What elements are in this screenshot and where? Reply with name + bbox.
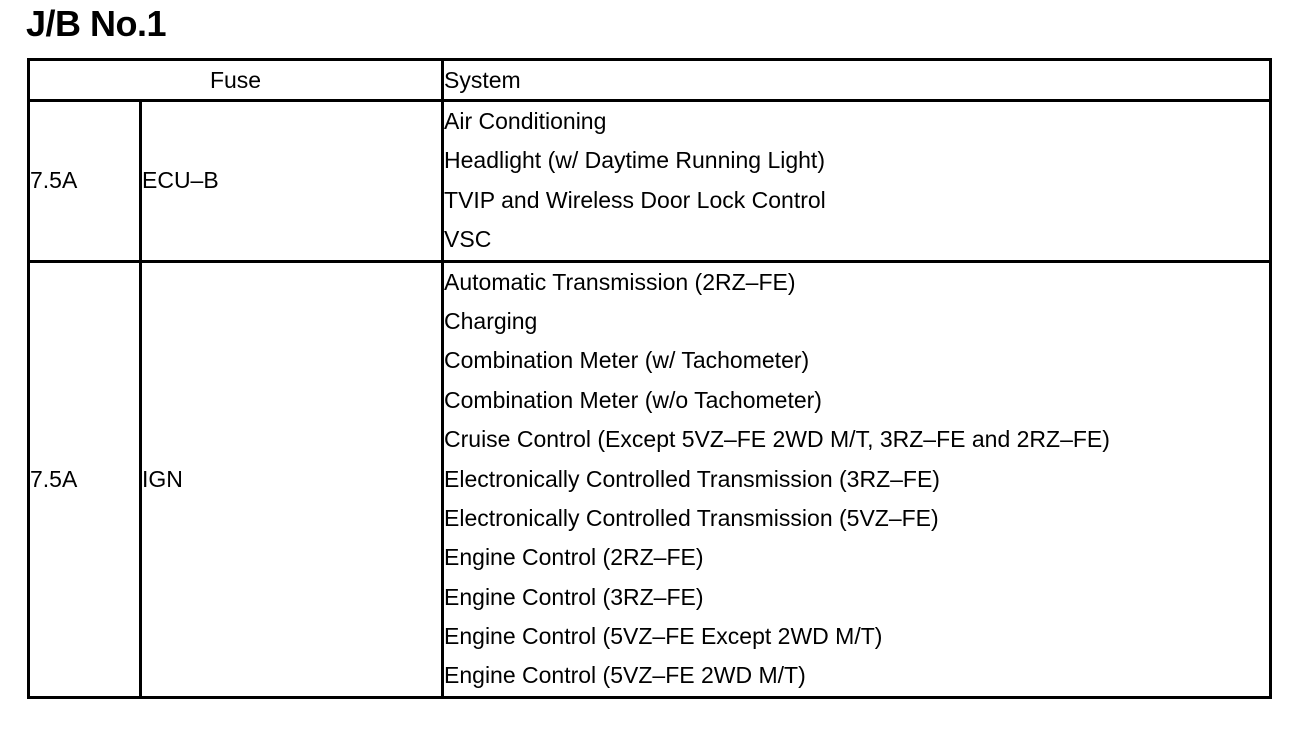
system-item: Electronically Controlled Transmission (5VZ–FE)	[444, 504, 939, 531]
fuse-name: ECU–B	[141, 101, 443, 262]
system-item: Electronically Controlled Transmission (3RZ–FE)	[444, 465, 940, 492]
system-item: Headlight (w/ Daytime Running Light)	[444, 147, 825, 174]
system-item: Cruise Control (Except 5VZ–FE 2WD M/T, 3RZ–FE and 2RZ–FE)	[444, 426, 1110, 453]
system-list	[443, 261, 1271, 697]
fuse-table	[27, 58, 1272, 699]
system-item: Engine Control (5VZ–FE 2WD M/T)	[444, 662, 806, 689]
table-row	[29, 101, 1271, 262]
page-title: J/B No.1	[26, 3, 167, 44]
fuse-amperage: 7.5A	[29, 261, 141, 697]
system-item: Combination Meter (w/ Tachometer)	[444, 347, 810, 374]
system-list	[443, 101, 1271, 262]
fuse-name: IGN	[141, 261, 443, 697]
system-item: VSC	[444, 226, 492, 253]
table-header-row	[29, 60, 1271, 101]
system-item: Engine Control (2RZ–FE)	[444, 544, 704, 571]
system-column-header: System	[443, 60, 1271, 101]
system-item: TVIP and Wireless Door Lock Control	[444, 186, 826, 213]
system-item: Engine Control (5VZ–FE Except 2WD M/T)	[444, 623, 883, 650]
table-row	[29, 261, 1271, 697]
system-item: Air Conditioning	[444, 108, 607, 134]
system-item: Charging	[444, 307, 538, 334]
system-item: Automatic Transmission (2RZ–FE)	[444, 268, 796, 295]
system-item: Engine Control (3RZ–FE)	[444, 583, 704, 610]
fuse-amperage: 7.5A	[29, 101, 141, 262]
system-item: Combination Meter (w/o Tachometer)	[444, 386, 822, 413]
fuse-column-header: Fuse	[29, 60, 443, 101]
